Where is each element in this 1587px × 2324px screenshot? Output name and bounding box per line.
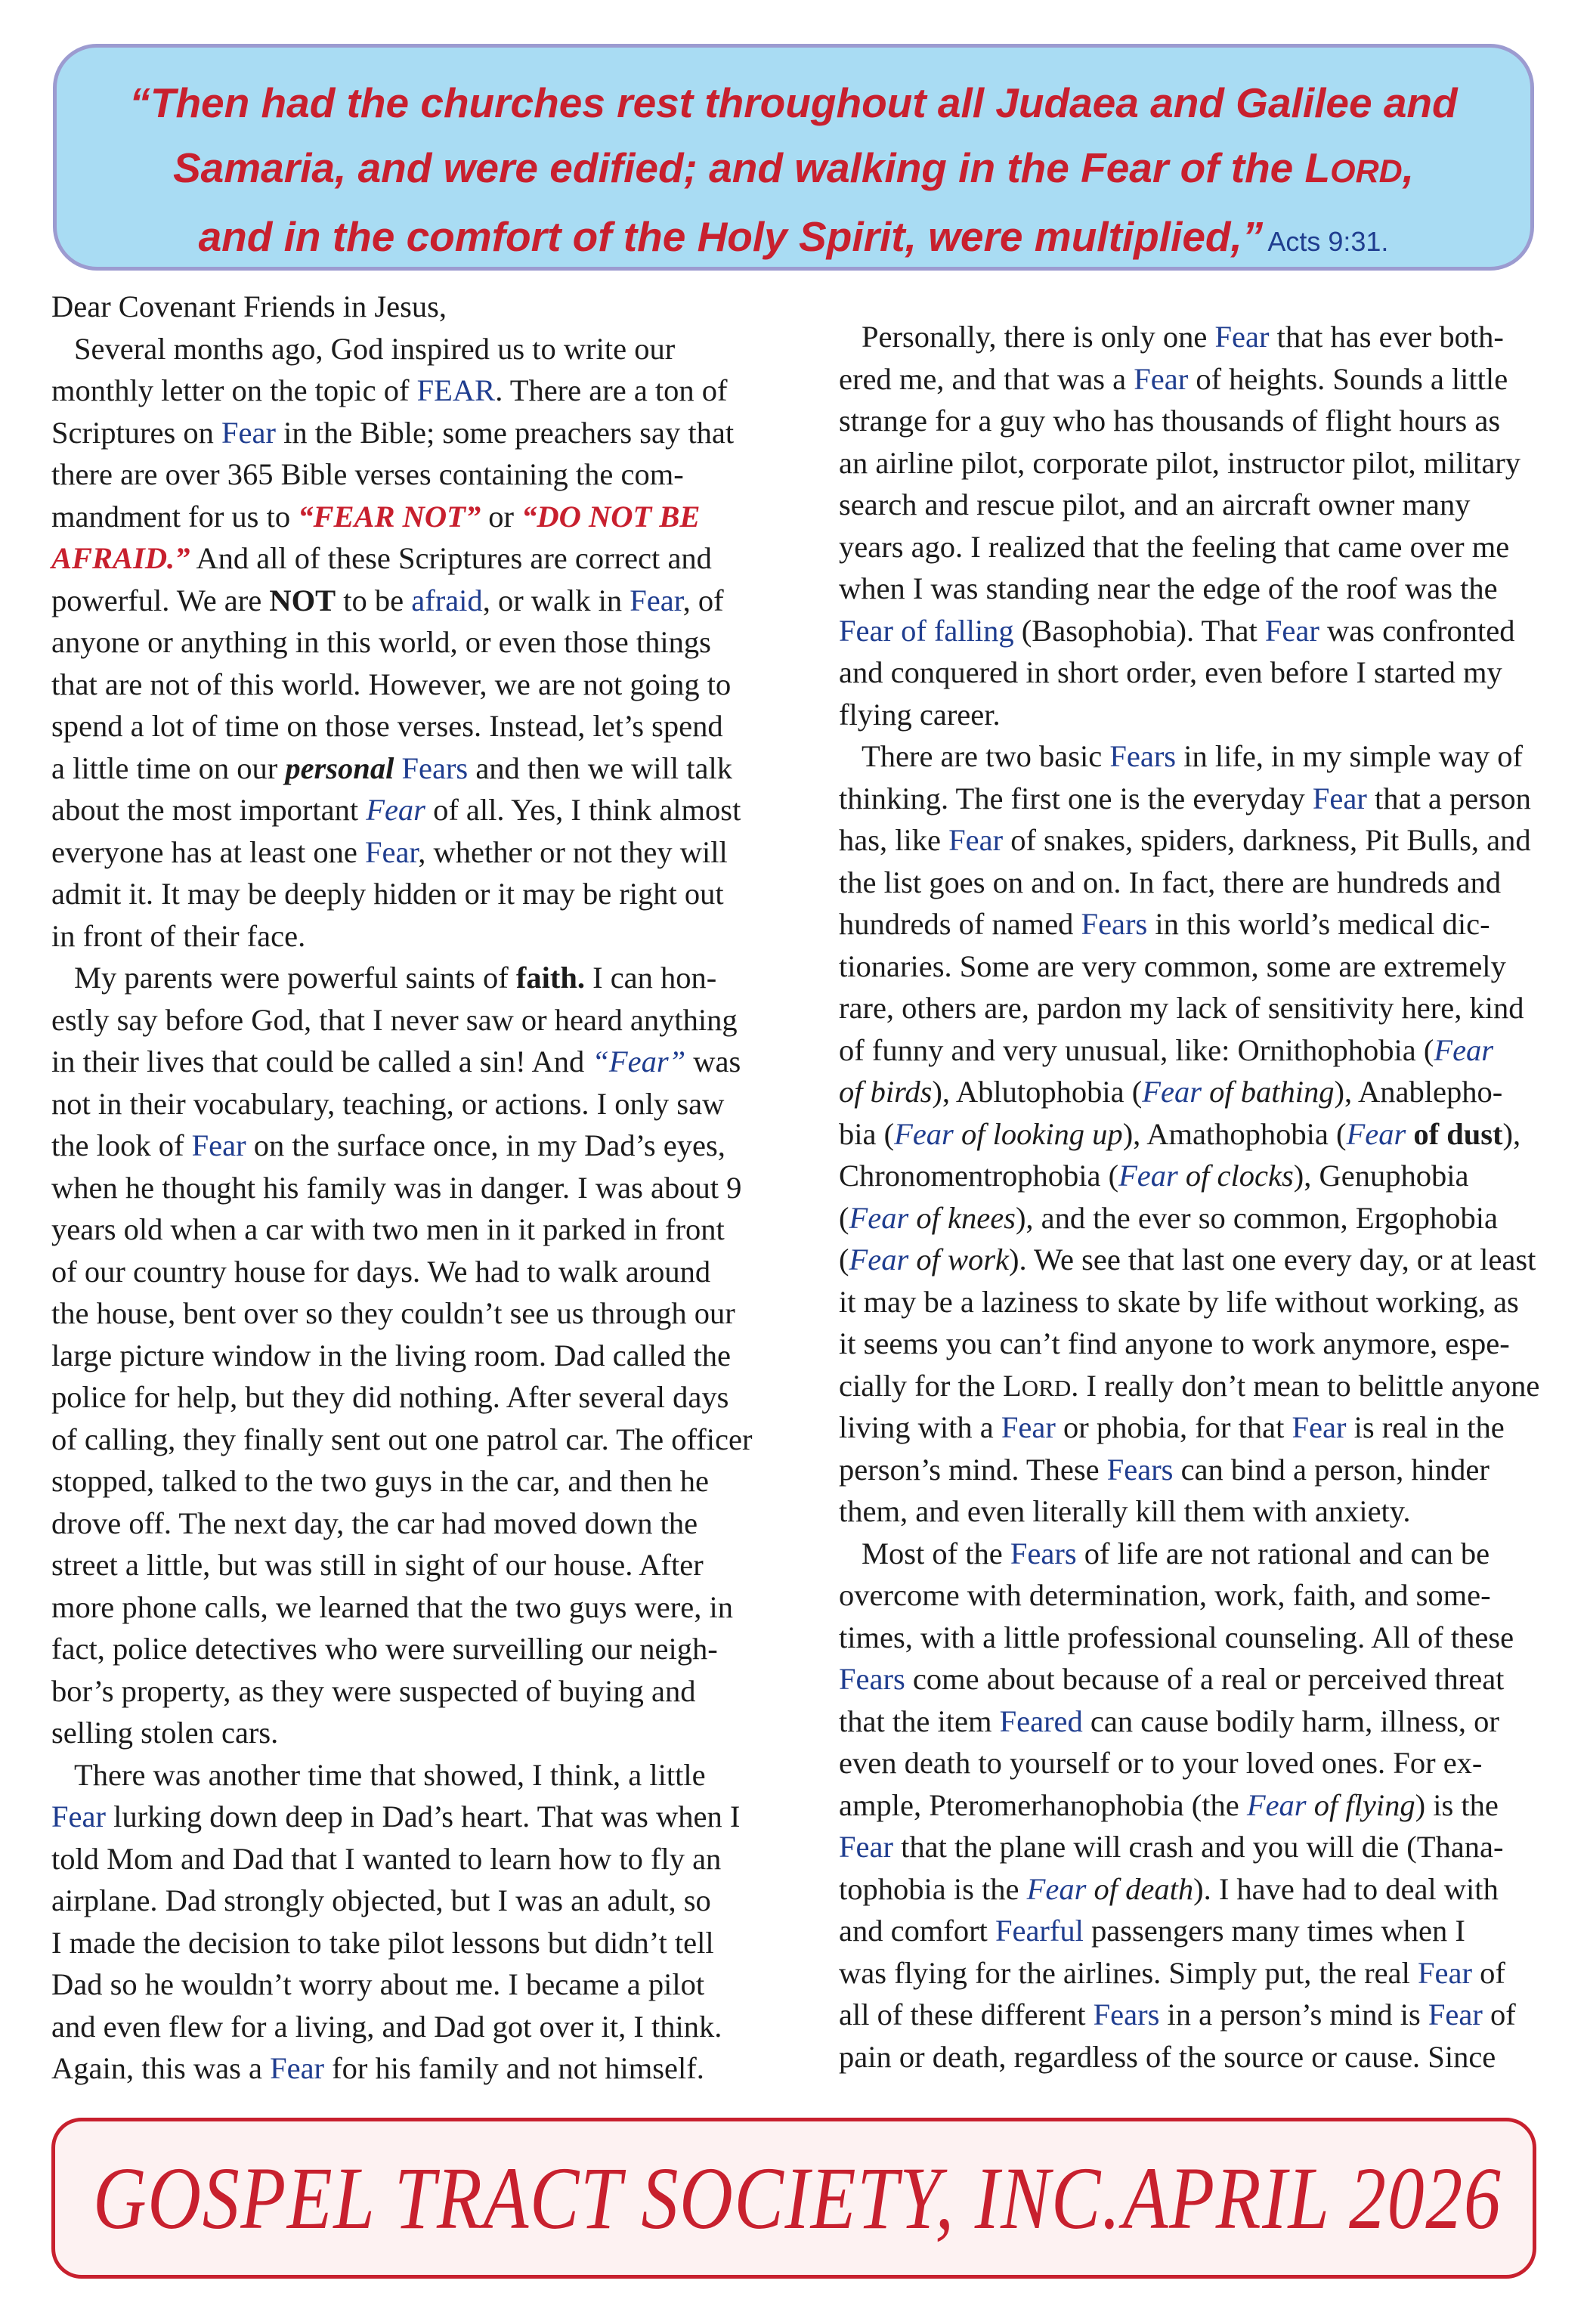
scripture-banner [53, 44, 1534, 271]
text: ered me, and that was a [839, 361, 1134, 396]
text: of snakes, spiders, darkness, Pit Bulls, and [1003, 823, 1531, 857]
text-line [839, 735, 1545, 778]
text-line [839, 819, 1545, 862]
text: Personally, there is only one [862, 320, 1215, 354]
text: (Basophobia). That [1013, 613, 1265, 648]
text-line: pain or death, regardless of the source or cause. Since [839, 2039, 1496, 2074]
text: ), [1502, 1116, 1521, 1151]
footer-banner [51, 2118, 1536, 2279]
fear-word: Fear [1417, 1955, 1472, 1990]
text: all of these different [839, 1998, 1094, 2032]
scripture-reference: Acts 9:31. [1267, 226, 1389, 257]
fear-word: Fear [1142, 1075, 1202, 1109]
text-line: the list goes on and on. In fact, there are hundreds and [839, 865, 1502, 899]
text: ). I have had to deal with [1193, 1871, 1499, 1906]
text-line: the house, bent over so they couldn’t see us through our [51, 1296, 735, 1330]
text-line: of our country house for days. We had to walk around [51, 1254, 711, 1289]
emphasis: NOT [269, 583, 336, 617]
text-line [839, 1406, 1545, 1449]
text-line: airplane. Dad strongly objected, but I was an adult, so [51, 1883, 711, 1917]
letter-right-column [839, 316, 1545, 2078]
text: I can hon- [584, 961, 717, 995]
text: and then we will talk [468, 750, 732, 785]
text: passengers many times when I [1083, 1914, 1465, 1948]
text: that the item [839, 1704, 1000, 1738]
fear-word: Fear of falling [839, 613, 1014, 648]
text: , or walk in [482, 583, 630, 617]
text-line [839, 1700, 1545, 1743]
fear-word: Fears [1109, 739, 1177, 773]
fear-word: Fear [1118, 1159, 1178, 1193]
organization-name: GOSPEL TRACT SOCIETY, INC. [93, 2149, 1122, 2248]
text: or [481, 499, 522, 534]
text-line: strange for a guy who has thousands of flight hours as [839, 404, 1501, 438]
fear-word: Fears [1010, 1536, 1077, 1570]
text-line: large picture window in the living room. Dad called the [51, 1338, 732, 1372]
fear-word: Fear [364, 834, 419, 869]
text: ). We see that last one every day, or at least [1009, 1242, 1536, 1276]
fear-word: Fear [270, 2051, 325, 2085]
fear-word: Fears [839, 1662, 905, 1696]
text-line: street a little, but was still in sight of our house. After [51, 1548, 704, 1582]
text-line: that are not of this world. However, we are not going to [51, 667, 732, 701]
scripture-text: , [1402, 144, 1414, 191]
text-line: more phone calls, we learned that the two guys were, in [51, 1589, 733, 1624]
phobia-name: of death [1086, 1871, 1194, 1906]
text-line: Dad so he wouldn’t worry about me. I became a pilot [51, 1967, 705, 2001]
text-line [839, 1113, 1545, 1156]
text: My parents were powerful saints of [74, 961, 516, 995]
fear-word: Fear [1246, 1787, 1307, 1822]
scripture-line [57, 135, 1530, 204]
text-line [839, 610, 1545, 652]
text-line [51, 2047, 768, 2090]
fear-word: Fear [51, 1799, 106, 1834]
text-line [839, 1952, 1545, 1994]
text: can bind a person, hinder [1173, 1452, 1490, 1487]
text-line: estly say before God, that I never saw or heard anything [51, 1002, 738, 1037]
fear-word: Fear [1292, 1410, 1347, 1444]
fear-not-phrase: “FEAR NOT” [298, 499, 481, 534]
phobia-name: of bathing [1202, 1075, 1335, 1109]
text: ), and the ever so common, Ergophobia [1015, 1200, 1499, 1235]
text-line [839, 358, 1545, 401]
fear-word: Fear [630, 583, 683, 617]
text: everyone has at least one [51, 834, 365, 869]
text-line [839, 1658, 1545, 1700]
fear-word: Fear [1134, 361, 1189, 396]
text: hundreds of named [839, 907, 1081, 941]
text-line: not in their vocabulary, teaching, or actions. I only saw [51, 1086, 725, 1121]
letter-left-column [51, 286, 768, 2090]
text: that a person [1366, 781, 1531, 815]
scripture-text: and in the comfort of the Holy Spirit, were multiplied,” [198, 213, 1264, 260]
text-line [839, 1826, 1545, 1868]
fear-word: Fear [839, 1830, 893, 1864]
text: Scriptures on [51, 415, 221, 450]
smallcaps-text: ORD [1021, 1374, 1072, 1401]
text: that has ever both- [1269, 320, 1504, 354]
text: in a person’s mind is [1159, 1998, 1428, 2032]
text-line [839, 903, 1545, 945]
text: and comfort [839, 1914, 995, 1948]
do-not-be-afraid-phrase: “DO NOT BE [521, 499, 701, 534]
text: Chronomentrophobia ( [839, 1159, 1119, 1193]
text-line: times, with a little professional counseling. All of these [839, 1620, 1514, 1654]
text-line: selling stolen cars. [51, 1716, 279, 1750]
text-line [839, 1029, 1545, 1072]
text: in the Bible; some preachers say that [275, 415, 735, 450]
text-line: an airline pilot, corporate pilot, instructor pilot, military [839, 445, 1521, 480]
phobia-name: of knees [908, 1200, 1016, 1235]
phobia-name: of clocks [1177, 1159, 1294, 1193]
text-line [51, 496, 768, 538]
text: living with a [839, 1410, 1001, 1444]
text: in life, in my simple way of [1176, 739, 1524, 773]
text-line [839, 1868, 1545, 1911]
text: ) is the [1415, 1787, 1499, 1822]
text-line [51, 537, 768, 580]
text: ), Amathophobia ( [1122, 1116, 1347, 1151]
fear-word: Fear [849, 1242, 909, 1276]
text: And all of these Scriptures are correct and [190, 541, 712, 575]
text: cially for the L [839, 1368, 1022, 1403]
scripture-line [57, 204, 1530, 274]
fear-word: Fear [1346, 1116, 1406, 1151]
scripture-text: Samaria, and were edified; and walking in the Fear of the L [172, 144, 1331, 191]
text: , of [682, 583, 724, 617]
text: the look of [51, 1128, 192, 1162]
text: of life are not rational and can be [1076, 1536, 1490, 1570]
scripture-line: “Then had the churches rest throughout all Judaea and Galilee and [129, 79, 1458, 126]
fear-word: Feared [999, 1704, 1083, 1738]
text: ), Genuphobia [1293, 1159, 1469, 1193]
text: Most of the [862, 1536, 1010, 1570]
text-line [839, 316, 1545, 358]
fear-word: Fears [1093, 1998, 1160, 2032]
phobia-name: of looking up [953, 1116, 1123, 1151]
text: about the most important [51, 793, 367, 827]
text: ), Ablutophobia ( [932, 1075, 1143, 1109]
text-line [839, 1910, 1545, 1952]
text: in their lives that could be called a sin! And [51, 1044, 592, 1078]
text-line: in front of their face. [51, 918, 306, 953]
text-line [839, 1994, 1545, 2036]
text: can cause bodily harm, illness, or [1082, 1704, 1499, 1738]
text [394, 751, 401, 785]
scripture-smallcaps: ORD [1330, 153, 1403, 190]
fear-word: Fear [1026, 1871, 1087, 1906]
text: in this world’s medical dic- [1147, 907, 1490, 941]
text-line: rare, others are, pardon my lack of sensitivity here, kind [839, 991, 1524, 1025]
text-line [839, 1239, 1545, 1281]
fear-word: Fear [1214, 320, 1270, 354]
text-line [839, 1071, 1545, 1113]
text-line: tionaries. Some are very common, some are extremely [839, 948, 1506, 983]
fear-word: Fear [1428, 1998, 1483, 2032]
text: monthly letter on the topic of [51, 373, 417, 407]
text-line: bor’s property, as they were suspected of buying and [51, 1673, 696, 1708]
text-line: and even flew for a living, and Dad got over it, I think. [51, 2009, 722, 2044]
phobia-name: of dust [1406, 1116, 1503, 1151]
text: ), Anablepho- [1334, 1075, 1503, 1109]
text: to be [336, 583, 412, 617]
text-line [839, 778, 1545, 820]
text: ( [839, 1242, 849, 1276]
text: ( [839, 1200, 849, 1235]
text-line [839, 1365, 1545, 1407]
text-line [51, 831, 768, 874]
fear-word: Fear [1434, 1032, 1494, 1067]
text: is real in the [1346, 1410, 1505, 1444]
text: bia ( [839, 1116, 895, 1151]
text-line [51, 747, 768, 790]
issue-date: APRIL 2026 [1123, 2149, 1502, 2248]
text-line [51, 580, 768, 622]
emphasis: personal [285, 750, 394, 785]
text-line: anyone or anything in this world, or even those things [51, 625, 711, 659]
fear-word: Fearful [995, 1914, 1084, 1948]
fear-word: FEAR [416, 373, 496, 407]
text: lurking down deep in Dad’s heart. That was when I [105, 1799, 741, 1834]
text-line [51, 789, 768, 831]
fear-word: Fear [221, 415, 276, 450]
fear-word: Fears [1106, 1452, 1174, 1487]
text: was [685, 1044, 741, 1078]
salutation: Dear Covenant Friends in Jesus, [51, 289, 447, 323]
text-line [839, 1449, 1545, 1491]
text-line [839, 1155, 1545, 1197]
text-line: flying career. [839, 697, 1001, 732]
phobia-name: of flying [1306, 1787, 1415, 1822]
text-line: told Mom and Dad that I wanted to learn how to fly an [51, 1841, 722, 1876]
fear-word: afraid [411, 583, 483, 617]
text: of heights. Sounds a little [1188, 361, 1508, 396]
text-line: I made the decision to take pilot lessons but didn’t tell [51, 1925, 714, 1960]
text-line: police for help, but they did nothing. After several days [51, 1380, 729, 1414]
text: thinking. The first one is the everyday [839, 781, 1313, 815]
text-line [51, 370, 768, 412]
text: of all. Yes, I think almost [425, 793, 741, 827]
text: . I really don’t mean to belittle anyone [1071, 1368, 1540, 1403]
text-line: stopped, talked to the two guys in the car, and then he [51, 1464, 710, 1498]
text-line: it seems you can’t find anyone to work anymore, espe- [839, 1326, 1510, 1360]
text: powerful. We are [51, 583, 270, 617]
text-line: fact, police detectives who were surveilling our neigh- [51, 1632, 718, 1666]
text-line: admit it. It may be deeply hidden or it may be right out [51, 877, 724, 911]
text-line [51, 1125, 768, 1167]
text-line [51, 412, 768, 454]
text-line [51, 957, 768, 999]
fear-word: Fear [1264, 613, 1319, 648]
text-line [839, 1784, 1545, 1827]
text-line: spend a lot of time on those verses. Instead, let’s spend [51, 709, 723, 743]
text: was confronted [1319, 613, 1515, 648]
text: of [1482, 1998, 1516, 2032]
phobia-name: of birds [839, 1075, 933, 1109]
text: or phobia, for that [1055, 1410, 1292, 1444]
text-line [51, 1041, 768, 1083]
text: tophobia is the [839, 1871, 1027, 1906]
text: a little time on our [51, 750, 286, 785]
fear-word: Fear [948, 823, 1004, 857]
text: of funny and very unusual, like: Ornithophobia ( [839, 1032, 1434, 1067]
text-line: years old when a car with two men in it parked in front [51, 1212, 725, 1246]
text: Again, this was a [51, 2051, 271, 2085]
fear-word: Fear [1312, 781, 1367, 815]
text: , whether or not they will [418, 834, 728, 869]
emphasis: faith. [515, 961, 585, 995]
text: of [1471, 1955, 1505, 1990]
fear-word: Fears [401, 750, 469, 785]
text: was flying for the airlines. Simply put, the real [839, 1955, 1418, 1990]
text: that the plane will crash and you will die (Thana- [892, 1830, 1504, 1864]
fear-word: Fear [191, 1128, 246, 1162]
text: has, like [839, 823, 949, 857]
text: There are two basic [862, 739, 1110, 773]
text-line [839, 1197, 1545, 1239]
do-not-be-afraid-phrase: AFRAID.” [51, 541, 190, 575]
text: person’s mind. These [839, 1452, 1107, 1487]
text: for his family and not himself. [324, 2051, 704, 2085]
text-line: drove off. The next day, the car had moved down the [51, 1505, 698, 1540]
text-line [51, 1796, 768, 1838]
text-line: of calling, they finally sent out one patrol car. The officer [51, 1422, 753, 1456]
fear-word: Fear [894, 1116, 954, 1151]
text-line: them, and even literally kill them with anxiety. [839, 1494, 1411, 1528]
text: mandment for us to [51, 499, 299, 534]
text-line: Several months ago, God inspired us to write our [74, 331, 676, 366]
text-line: and conquered in short order, even before I started my [839, 655, 1502, 689]
text-line [839, 1533, 1545, 1575]
text-line: overcome with determination, work, faith, and some- [839, 1578, 1491, 1612]
text-line: even death to yourself or to your loved ones. For ex- [839, 1746, 1483, 1780]
fear-word: Fears [1081, 907, 1148, 941]
fear-word: Fear [849, 1200, 909, 1235]
text-line: search and rescue pilot, and an aircraft owner many [839, 487, 1471, 521]
fear-word: Fear [366, 793, 425, 827]
text: ample, Pteromerhanophobia (the [839, 1787, 1247, 1822]
text-line: years ago. I realized that the feeling that came over me [839, 529, 1510, 564]
text-line: it may be a laziness to skate by life without working, as [839, 1284, 1519, 1319]
text-line: There was another time that showed, I think, a little [74, 1757, 706, 1792]
text-line: when I was standing near the edge of the roof was the [839, 571, 1498, 605]
text-line: when he thought his family was in danger. I was about 9 [51, 1170, 742, 1205]
text: . There are a ton of [495, 373, 728, 407]
text: come about because of a real or perceived threat [905, 1662, 1505, 1696]
phobia-name: of work [908, 1242, 1009, 1276]
fear-word: Fear [1001, 1410, 1056, 1444]
fear-word: “Fear” [592, 1044, 686, 1078]
text: on the surface once, in my Dad’s eyes, [246, 1128, 725, 1162]
text-line: there are over 365 Bible verses containing the com- [51, 457, 684, 491]
